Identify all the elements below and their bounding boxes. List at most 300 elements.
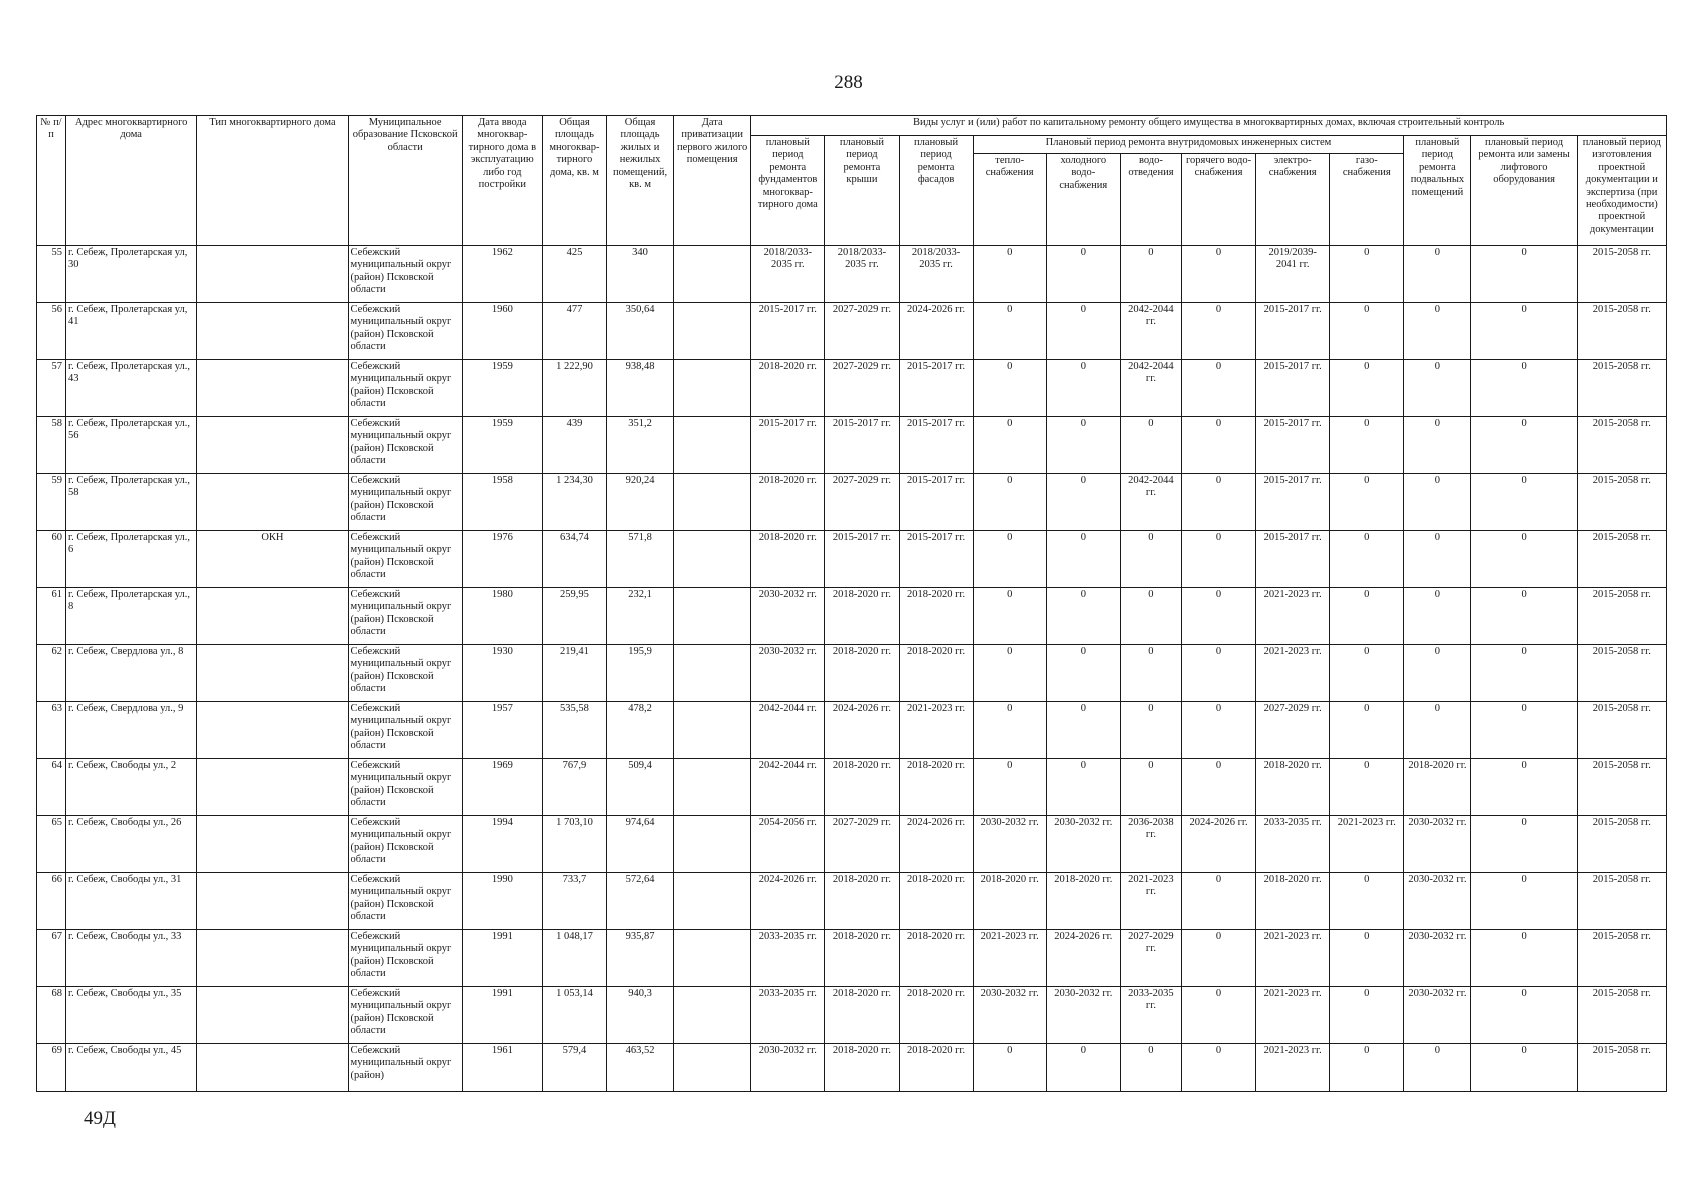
row-number: 59 <box>37 474 66 531</box>
basement-cell: 0 <box>1404 417 1471 474</box>
living-area-cell: 974,64 <box>607 816 674 873</box>
privatization-cell <box>674 303 751 360</box>
address-cell: г. Себеж, Пролетарская ул., 8 <box>66 588 197 645</box>
foundation-cell: 2015-2017 гг. <box>751 417 825 474</box>
basement-cell: 0 <box>1404 246 1471 303</box>
row-number: 62 <box>37 645 66 702</box>
row-number: 64 <box>37 759 66 816</box>
type-cell: ОКН <box>197 531 348 588</box>
basement-cell: 0 <box>1404 645 1471 702</box>
header-hot-water: горячего водо-снабжения <box>1181 154 1255 246</box>
total-area-cell: 634,74 <box>542 531 606 588</box>
sewer-cell: 2027-2029 гг. <box>1120 930 1181 987</box>
electric-cell: 2018-2020 гг. <box>1256 873 1330 930</box>
gas-cell: 0 <box>1330 930 1404 987</box>
municipality-cell: Себежский муниципальный округ (район) Псковской области <box>348 816 462 873</box>
facade-cell: 2018-2020 гг. <box>899 930 973 987</box>
elevator-cell: 0 <box>1471 759 1577 816</box>
hot-water-cell: 0 <box>1181 873 1255 930</box>
commission-year-cell: 1994 <box>462 816 542 873</box>
row-number: 61 <box>37 588 66 645</box>
heat-cell: 2030-2032 гг. <box>973 816 1046 873</box>
foundation-cell: 2030-2032 гг. <box>751 1044 825 1092</box>
design-cell: 2015-2058 гг. <box>1577 702 1666 759</box>
foundation-cell: 2018-2020 гг. <box>751 474 825 531</box>
design-cell: 2015-2058 гг. <box>1577 873 1666 930</box>
gas-cell: 0 <box>1330 645 1404 702</box>
gas-cell: 0 <box>1330 702 1404 759</box>
living-area-cell: 195,9 <box>607 645 674 702</box>
privatization-cell <box>674 531 751 588</box>
type-cell <box>197 246 348 303</box>
total-area-cell: 1 222,90 <box>542 360 606 417</box>
table-row <box>37 474 1667 531</box>
hot-water-cell: 0 <box>1181 303 1255 360</box>
hot-water-cell: 0 <box>1181 588 1255 645</box>
header-roof: плановый период ремонта крыши <box>825 136 899 246</box>
gas-cell: 0 <box>1330 1044 1404 1092</box>
elevator-cell: 0 <box>1471 588 1577 645</box>
electric-cell: 2021-2023 гг. <box>1256 930 1330 987</box>
living-area-cell: 350,64 <box>607 303 674 360</box>
elevator-cell: 0 <box>1471 873 1577 930</box>
table-row <box>37 531 1667 588</box>
hot-water-cell: 0 <box>1181 246 1255 303</box>
foundation-cell: 2042-2044 гг. <box>751 702 825 759</box>
heat-cell: 0 <box>973 246 1046 303</box>
roof-cell: 2015-2017 гг. <box>825 417 899 474</box>
design-cell: 2015-2058 гг. <box>1577 588 1666 645</box>
elevator-cell: 0 <box>1471 303 1577 360</box>
table-row <box>37 588 1667 645</box>
cold-water-cell: 0 <box>1046 759 1120 816</box>
heat-cell: 2030-2032 гг. <box>973 987 1046 1044</box>
commission-year-cell: 1959 <box>462 360 542 417</box>
design-cell: 2015-2058 гг. <box>1577 930 1666 987</box>
commission-year-cell: 1957 <box>462 702 542 759</box>
cold-water-cell: 0 <box>1046 474 1120 531</box>
municipality-cell: Себежский муниципальный округ (район) Псковской области <box>348 588 462 645</box>
municipality-cell: Себежский муниципальный округ (район) Псковской области <box>348 930 462 987</box>
hot-water-cell: 0 <box>1181 759 1255 816</box>
sewer-cell: 2021-2023 гг. <box>1120 873 1181 930</box>
municipality-cell: Себежский муниципальный округ (район) Псковской области <box>348 531 462 588</box>
basement-cell: 0 <box>1404 531 1471 588</box>
table-row <box>37 1044 1667 1092</box>
municipality-cell: Себежский муниципальный округ (район) Псковской области <box>348 360 462 417</box>
municipality-cell: Себежский муниципальный округ (район) Псковской области <box>348 759 462 816</box>
total-area-cell: 1 053,14 <box>542 987 606 1044</box>
header-works-group: Виды услуг и (или) работ по капитальному ремонту общего имущества в многоквартирных домах, включая строительный контроль <box>751 116 1667 136</box>
address-cell: г. Себеж, Пролетарская ул., 58 <box>66 474 197 531</box>
foundation-cell: 2042-2044 гг. <box>751 759 825 816</box>
design-cell: 2015-2058 гг. <box>1577 417 1666 474</box>
table-row <box>37 759 1667 816</box>
privatization-cell <box>674 1044 751 1092</box>
row-number: 56 <box>37 303 66 360</box>
row-number: 57 <box>37 360 66 417</box>
electric-cell: 2015-2017 гг. <box>1256 417 1330 474</box>
header-heat: тепло-снабжения <box>973 154 1046 246</box>
privatization-cell <box>674 645 751 702</box>
table-row <box>37 246 1667 303</box>
electric-cell: 2019/2039-2041 гг. <box>1256 246 1330 303</box>
hot-water-cell: 0 <box>1181 645 1255 702</box>
cold-water-cell: 2024-2026 гг. <box>1046 930 1120 987</box>
electric-cell: 2027-2029 гг. <box>1256 702 1330 759</box>
type-cell <box>197 303 348 360</box>
type-cell <box>197 417 348 474</box>
hot-water-cell: 0 <box>1181 987 1255 1044</box>
municipality-cell: Себежский муниципальный округ (район) Псковской области <box>348 645 462 702</box>
living-area-cell: 478,2 <box>607 702 674 759</box>
commission-year-cell: 1991 <box>462 930 542 987</box>
type-cell <box>197 360 348 417</box>
address-cell: г. Себеж, Свердлова ул., 8 <box>66 645 197 702</box>
living-area-cell: 351,2 <box>607 417 674 474</box>
privatization-cell <box>674 816 751 873</box>
sewer-cell: 0 <box>1120 702 1181 759</box>
municipality-cell: Себежский муниципальный округ (район) Псковской области <box>348 417 462 474</box>
sewer-cell: 0 <box>1120 1044 1181 1092</box>
basement-cell: 0 <box>1404 303 1471 360</box>
header-design: плановый период изготовления проектной документации и экспертиза (при необходимости) проектной документации <box>1577 136 1666 246</box>
facade-cell: 2024-2026 гг. <box>899 816 973 873</box>
cold-water-cell: 2030-2032 гг. <box>1046 816 1120 873</box>
facade-cell: 2018-2020 гг. <box>899 588 973 645</box>
elevator-cell: 0 <box>1471 1044 1577 1092</box>
roof-cell: 2018/2033-2035 гг. <box>825 246 899 303</box>
design-cell: 2015-2058 гг. <box>1577 759 1666 816</box>
gas-cell: 2021-2023 гг. <box>1330 816 1404 873</box>
row-number: 68 <box>37 987 66 1044</box>
electric-cell: 2015-2017 гг. <box>1256 360 1330 417</box>
roof-cell: 2018-2020 гг. <box>825 873 899 930</box>
address-cell: г. Себеж, Пролетарская ул., 43 <box>66 360 197 417</box>
electric-cell: 2015-2017 гг. <box>1256 474 1330 531</box>
heat-cell: 0 <box>973 474 1046 531</box>
gas-cell: 0 <box>1330 474 1404 531</box>
commission-year-cell: 1980 <box>462 588 542 645</box>
basement-cell: 0 <box>1404 588 1471 645</box>
hot-water-cell: 0 <box>1181 930 1255 987</box>
cold-water-cell: 0 <box>1046 303 1120 360</box>
electric-cell: 2021-2023 гг. <box>1256 1044 1330 1092</box>
gas-cell: 0 <box>1330 246 1404 303</box>
row-number: 58 <box>37 417 66 474</box>
facade-cell: 2018-2020 гг. <box>899 1044 973 1092</box>
gas-cell: 0 <box>1330 873 1404 930</box>
row-number: 60 <box>37 531 66 588</box>
row-number: 63 <box>37 702 66 759</box>
privatization-cell <box>674 702 751 759</box>
total-area-cell: 1 048,17 <box>542 930 606 987</box>
basement-cell: 0 <box>1404 1044 1471 1092</box>
header-cold-water: холодного водо-снабжения <box>1046 154 1120 246</box>
privatization-cell <box>674 759 751 816</box>
header-address: Адрес многоквартирного дома <box>66 116 197 246</box>
heat-cell: 0 <box>973 531 1046 588</box>
address-cell: г. Себеж, Свердлова ул., 9 <box>66 702 197 759</box>
cold-water-cell: 0 <box>1046 246 1120 303</box>
type-cell <box>197 873 348 930</box>
design-cell: 2015-2058 гг. <box>1577 816 1666 873</box>
design-cell: 2015-2058 гг. <box>1577 531 1666 588</box>
privatization-cell <box>674 873 751 930</box>
commission-year-cell: 1930 <box>462 645 542 702</box>
sewer-cell: 0 <box>1120 531 1181 588</box>
sewer-cell: 0 <box>1120 759 1181 816</box>
sewer-cell: 0 <box>1120 417 1181 474</box>
living-area-cell: 940,3 <box>607 987 674 1044</box>
roof-cell: 2018-2020 гг. <box>825 588 899 645</box>
address-cell: г. Себеж, Пролетарская ул, 30 <box>66 246 197 303</box>
header-systems-group: Плановый период ремонта внутридомовых инженерных систем <box>973 136 1404 154</box>
facade-cell: 2018/2033-2035 гг. <box>899 246 973 303</box>
facade-cell: 2018-2020 гг. <box>899 759 973 816</box>
roof-cell: 2018-2020 гг. <box>825 930 899 987</box>
gas-cell: 0 <box>1330 417 1404 474</box>
design-cell: 2015-2058 гг. <box>1577 360 1666 417</box>
type-cell <box>197 645 348 702</box>
total-area-cell: 477 <box>542 303 606 360</box>
foundation-cell: 2033-2035 гг. <box>751 987 825 1044</box>
table-row <box>37 417 1667 474</box>
heat-cell: 0 <box>973 702 1046 759</box>
cold-water-cell: 0 <box>1046 588 1120 645</box>
row-number: 65 <box>37 816 66 873</box>
total-area-cell: 1 234,30 <box>542 474 606 531</box>
living-area-cell: 463,52 <box>607 1044 674 1092</box>
sewer-cell: 2042-2044 гг. <box>1120 474 1181 531</box>
heat-cell: 0 <box>973 417 1046 474</box>
electric-cell: 2018-2020 гг. <box>1256 759 1330 816</box>
table-row <box>37 987 1667 1044</box>
heat-cell: 0 <box>973 759 1046 816</box>
roof-cell: 2027-2029 гг. <box>825 360 899 417</box>
privatization-cell <box>674 246 751 303</box>
commission-year-cell: 1990 <box>462 873 542 930</box>
total-area-cell: 579,4 <box>542 1044 606 1092</box>
facade-cell: 2015-2017 гг. <box>899 360 973 417</box>
gas-cell: 0 <box>1330 987 1404 1044</box>
hot-water-cell: 0 <box>1181 417 1255 474</box>
roof-cell: 2018-2020 гг. <box>825 1044 899 1092</box>
roof-cell: 2018-2020 гг. <box>825 759 899 816</box>
heat-cell: 0 <box>973 645 1046 702</box>
cold-water-cell: 0 <box>1046 645 1120 702</box>
cold-water-cell: 0 <box>1046 360 1120 417</box>
header-foundation: плановый период ремонта фундаментов многоквар-тирного дома <box>751 136 825 246</box>
foundation-cell: 2030-2032 гг. <box>751 645 825 702</box>
commission-year-cell: 1959 <box>462 417 542 474</box>
basement-cell: 2030-2032 гг. <box>1404 930 1471 987</box>
type-cell <box>197 702 348 759</box>
header-gas: газо-снабжения <box>1330 154 1404 246</box>
elevator-cell: 0 <box>1471 360 1577 417</box>
gas-cell: 0 <box>1330 531 1404 588</box>
page-number: 288 <box>834 72 863 93</box>
total-area-cell: 219,41 <box>542 645 606 702</box>
type-cell <box>197 588 348 645</box>
facade-cell: 2015-2017 гг. <box>899 531 973 588</box>
commission-year-cell: 1960 <box>462 303 542 360</box>
electric-cell: 2015-2017 гг. <box>1256 531 1330 588</box>
commission-year-cell: 1962 <box>462 246 542 303</box>
facade-cell: 2018-2020 гг. <box>899 645 973 702</box>
header-no: № п/п <box>37 116 66 246</box>
roof-cell: 2024-2026 гг. <box>825 702 899 759</box>
sewer-cell: 2042-2044 гг. <box>1120 360 1181 417</box>
roof-cell: 2027-2029 гг. <box>825 816 899 873</box>
type-cell <box>197 930 348 987</box>
facade-cell: 2021-2023 гг. <box>899 702 973 759</box>
gas-cell: 0 <box>1330 588 1404 645</box>
roof-cell: 2015-2017 гг. <box>825 531 899 588</box>
sewer-cell: 2033-2035 гг. <box>1120 987 1181 1044</box>
hot-water-cell: 0 <box>1181 474 1255 531</box>
sewer-cell: 2042-2044 гг. <box>1120 303 1181 360</box>
living-area-cell: 509,4 <box>607 759 674 816</box>
basement-cell: 0 <box>1404 702 1471 759</box>
hot-water-cell: 0 <box>1181 360 1255 417</box>
design-cell: 2015-2058 гг. <box>1577 1044 1666 1092</box>
cold-water-cell: 0 <box>1046 417 1120 474</box>
table-row <box>37 645 1667 702</box>
hot-water-cell: 0 <box>1181 1044 1255 1092</box>
municipality-cell: Себежский муниципальный округ (район) Псковской области <box>348 702 462 759</box>
cold-water-cell: 2018-2020 гг. <box>1046 873 1120 930</box>
type-cell <box>197 816 348 873</box>
design-cell: 2015-2058 гг. <box>1577 987 1666 1044</box>
basement-cell: 0 <box>1404 360 1471 417</box>
heat-cell: 0 <box>973 360 1046 417</box>
address-cell: г. Себеж, Пролетарская ул., 56 <box>66 417 197 474</box>
table-row <box>37 873 1667 930</box>
roof-cell: 2027-2029 гг. <box>825 474 899 531</box>
basement-cell: 0 <box>1404 474 1471 531</box>
gas-cell: 0 <box>1330 759 1404 816</box>
hot-water-cell: 0 <box>1181 531 1255 588</box>
footer-code: 49Д <box>84 1108 116 1129</box>
commission-year-cell: 1991 <box>462 987 542 1044</box>
sewer-cell: 0 <box>1120 588 1181 645</box>
municipality-cell: Себежский муниципальный округ (район) Псковской области <box>348 474 462 531</box>
elevator-cell: 0 <box>1471 930 1577 987</box>
heat-cell: 0 <box>973 588 1046 645</box>
facade-cell: 2024-2026 гг. <box>899 303 973 360</box>
privatization-cell <box>674 474 751 531</box>
facade-cell: 2018-2020 гг. <box>899 987 973 1044</box>
roof-cell: 2018-2020 гг. <box>825 645 899 702</box>
header-basement: плановый период ремонта подвальных помещений <box>1404 136 1471 246</box>
living-area-cell: 572,64 <box>607 873 674 930</box>
basement-cell: 2030-2032 гг. <box>1404 873 1471 930</box>
address-cell: г. Себеж, Свободы ул., 26 <box>66 816 197 873</box>
type-cell <box>197 987 348 1044</box>
municipality-cell: Себежский муниципальный округ (район) Псковской области <box>348 303 462 360</box>
foundation-cell: 2024-2026 гг. <box>751 873 825 930</box>
facade-cell: 2018-2020 гг. <box>899 873 973 930</box>
cold-water-cell: 0 <box>1046 531 1120 588</box>
roof-cell: 2018-2020 гг. <box>825 987 899 1044</box>
table-row <box>37 303 1667 360</box>
row-number: 55 <box>37 246 66 303</box>
total-area-cell: 1 703,10 <box>542 816 606 873</box>
electric-cell: 2021-2023 гг. <box>1256 987 1330 1044</box>
elevator-cell: 0 <box>1471 816 1577 873</box>
elevator-cell: 0 <box>1471 417 1577 474</box>
hot-water-cell: 0 <box>1181 702 1255 759</box>
facade-cell: 2015-2017 гг. <box>899 417 973 474</box>
foundation-cell: 2018-2020 гг. <box>751 360 825 417</box>
total-area-cell: 439 <box>542 417 606 474</box>
roof-cell: 2027-2029 гг. <box>825 303 899 360</box>
basement-cell: 2030-2032 гг. <box>1404 816 1471 873</box>
electric-cell: 2033-2035 гг. <box>1256 816 1330 873</box>
foundation-cell: 2030-2032 гг. <box>751 588 825 645</box>
foundation-cell: 2033-2035 гг. <box>751 930 825 987</box>
elevator-cell: 0 <box>1471 246 1577 303</box>
commission-year-cell: 1976 <box>462 531 542 588</box>
heat-cell: 0 <box>973 303 1046 360</box>
privatization-cell <box>674 588 751 645</box>
table-row <box>37 702 1667 759</box>
electric-cell: 2021-2023 гг. <box>1256 645 1330 702</box>
municipality-cell: Себежский муниципальный округ (район) Псковской области <box>348 873 462 930</box>
row-number: 66 <box>37 873 66 930</box>
privatization-cell <box>674 930 751 987</box>
design-cell: 2015-2058 гг. <box>1577 246 1666 303</box>
address-cell: г. Себеж, Пролетарская ул., 6 <box>66 531 197 588</box>
elevator-cell: 0 <box>1471 531 1577 588</box>
design-cell: 2015-2058 гг. <box>1577 474 1666 531</box>
address-cell: г. Себеж, Свободы ул., 33 <box>66 930 197 987</box>
address-cell: г. Себеж, Свободы ул., 31 <box>66 873 197 930</box>
municipality-cell: Себежский муниципальный округ (район) Псковской области <box>348 987 462 1044</box>
municipality-cell: Себежский муниципальный округ (район) Псковской области <box>348 246 462 303</box>
address-cell: г. Себеж, Свободы ул., 35 <box>66 987 197 1044</box>
basement-cell: 2018-2020 гг. <box>1404 759 1471 816</box>
total-area-cell: 767,9 <box>542 759 606 816</box>
gas-cell: 0 <box>1330 360 1404 417</box>
type-cell <box>197 759 348 816</box>
cold-water-cell: 0 <box>1046 1044 1120 1092</box>
header-privatization: Дата приватизации первого жилого помещения <box>674 116 751 246</box>
header-electric: электро-снабжения <box>1256 154 1330 246</box>
header-commission: Дата ввода многоквар-тирного дома в эксплуатацию либо год постройки <box>462 116 542 246</box>
privatization-cell <box>674 417 751 474</box>
table-row <box>37 816 1667 873</box>
elevator-cell: 0 <box>1471 645 1577 702</box>
elevator-cell: 0 <box>1471 474 1577 531</box>
living-area-cell: 340 <box>607 246 674 303</box>
header-sewer: водо-отведения <box>1120 154 1181 246</box>
electric-cell: 2021-2023 гг. <box>1256 588 1330 645</box>
gas-cell: 0 <box>1330 303 1404 360</box>
header-living-area: Общая площадь жилых и нежилых помещений, кв. м <box>607 116 674 246</box>
privatization-cell <box>674 360 751 417</box>
cold-water-cell: 2030-2032 гг. <box>1046 987 1120 1044</box>
row-number: 69 <box>37 1044 66 1092</box>
type-cell <box>197 1044 348 1092</box>
heat-cell: 2021-2023 гг. <box>973 930 1046 987</box>
sewer-cell: 0 <box>1120 645 1181 702</box>
design-cell: 2015-2058 гг. <box>1577 303 1666 360</box>
foundation-cell: 2018-2020 гг. <box>751 531 825 588</box>
basement-cell: 2030-2032 гг. <box>1404 987 1471 1044</box>
facade-cell: 2015-2017 гг. <box>899 474 973 531</box>
